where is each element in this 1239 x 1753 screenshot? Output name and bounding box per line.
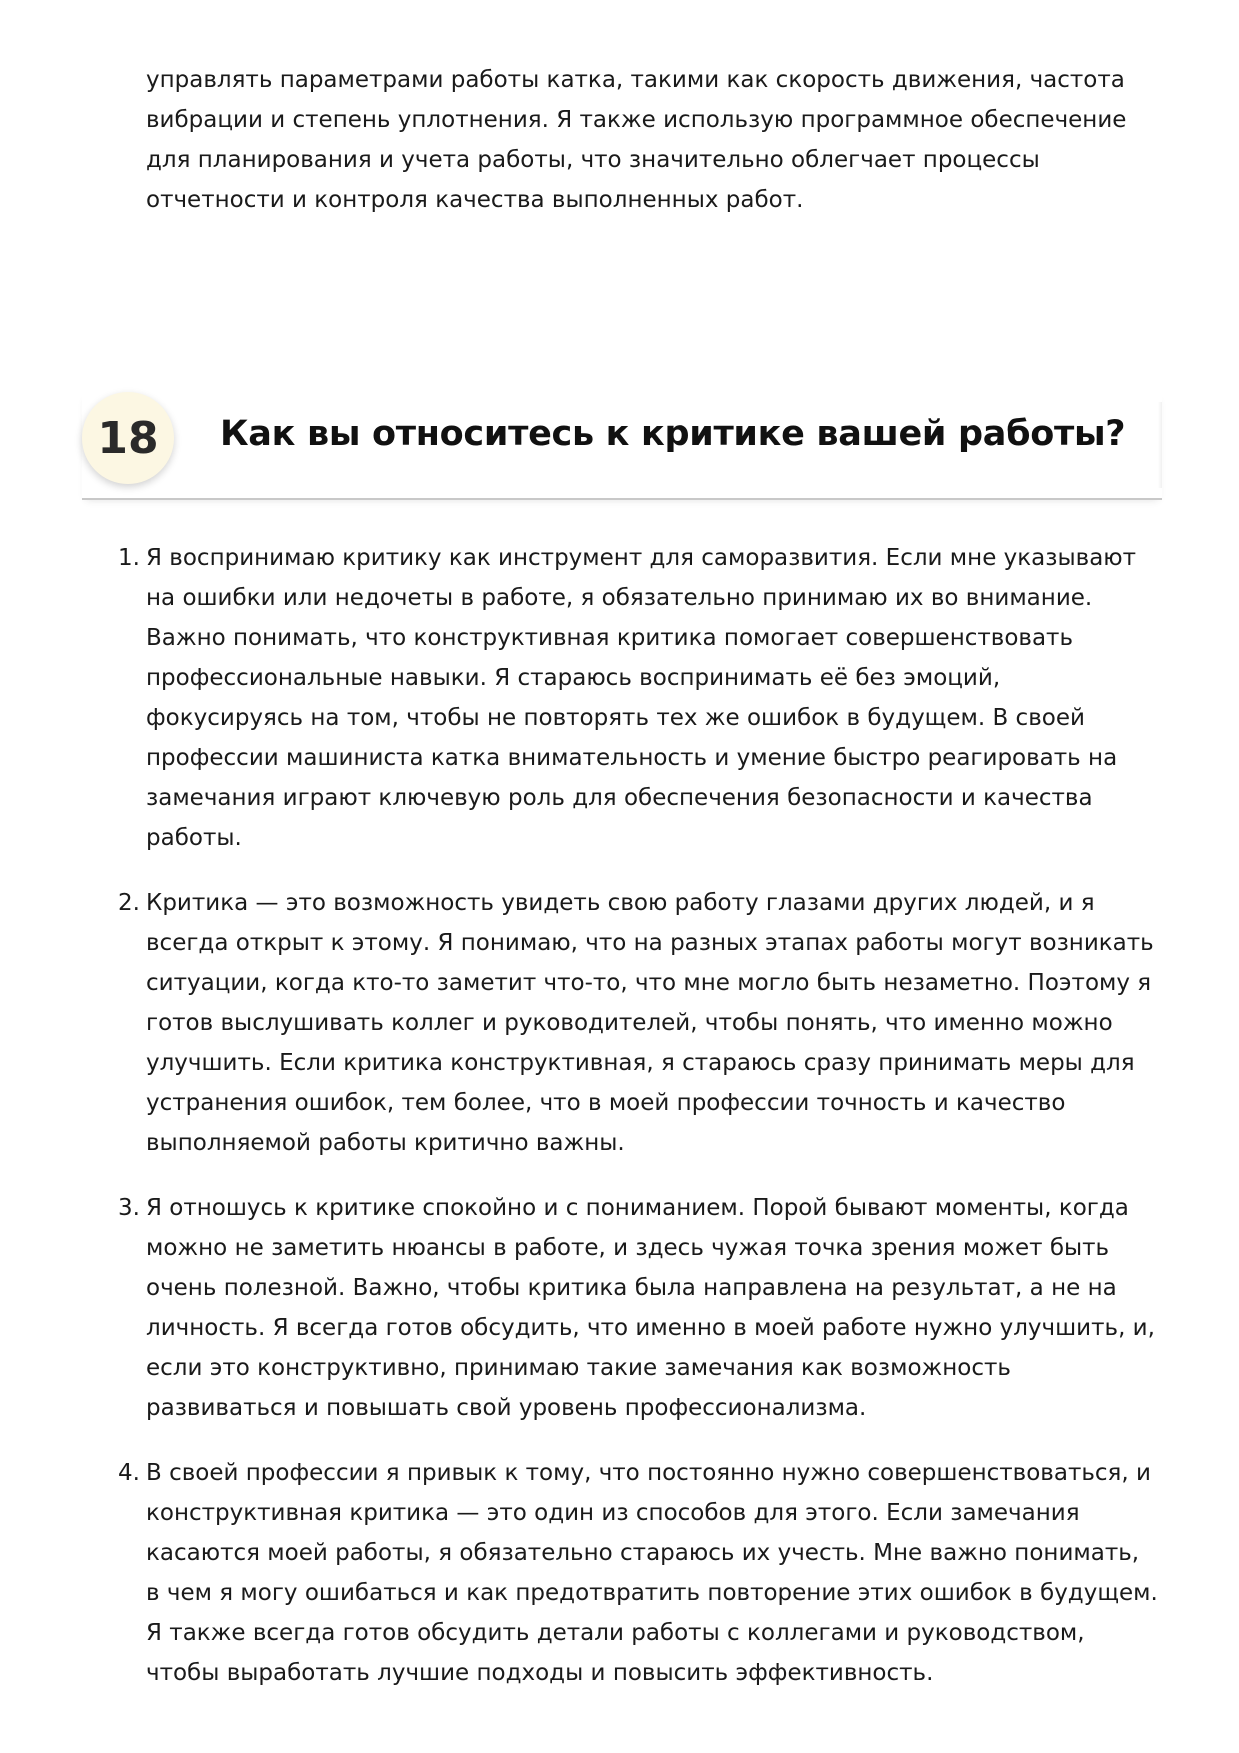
answer-number: 3. — [118, 1195, 140, 1221]
question-header — [82, 392, 1162, 500]
answer-text: Я воспринимаю критику как инструмент для саморазвития. Если мне указывают на ошибки или недочеты в работе, я обязательно принимаю их во внимание. Важно понимать, что конструктивная критика помогает совершенствовать профессиональные навыки. Я стараюсь воспринимать её без эмоций, фокусируясь на том, чтобы не повторять тех же ошибок в будущем. В своей профессии машиниста катка внимательность и умение быстро реагировать на замечания играют ключевую роль для обеспечения безопасности и качества работы. — [146, 545, 1137, 851]
answer-item — [118, 1188, 1158, 1428]
answer-number: 2. — [118, 890, 140, 916]
answer-number: 1. — [118, 545, 140, 571]
answer-text: Критика — это возможность увидеть свою работу глазами других людей, и я всегда открыт к этому. Я понимаю, что на разных этапах работы могут возникать ситуации, когда кто-то заметит что-то, что мне могло быть незаметно. Поэтому я готов выслушивать коллег и руководителей, чтобы понять, что именно можно улучшить. Если критика конструктивная, я стараюсь сразу принимать меры для устранения ошибок, тем более, что в моей профессии точность и качество выполняемой работы критично важны. — [146, 890, 1154, 1156]
answer-text: Я отношусь к критике спокойно и с пониманием. Порой бывают моменты, когда можно не заметить нюансы в работе, и здесь чужая точка зрения может быть очень полезной. Важно, чтобы критика была направлена на результат, а не на личность. Я всегда готов обсудить, что именно в моей работе нужно улучшить, и, если это конструктивно, принимаю такие замечания как возможность развиваться и повышать свой уровень профессионализма. — [146, 1195, 1155, 1421]
answer-item — [118, 1453, 1158, 1693]
question-title: Как вы относитесь к критике вашей работы? — [220, 414, 1126, 454]
answer-text: В своей профессии я привык к тому, что постоянно нужно совершенствоваться, и конструктивная критика — это один из способов для этого. Если замечания касаются моей работы, я обязательно стараюсь их учесть. Мне важно понимать, в чем я могу ошибаться и как предотвратить повторение этих ошибок в будущем. Я также всегда готов обсудить детали работы с коллегами и руководством, чтобы выработать лучшие подходы и повысить эффективность. — [146, 1460, 1158, 1686]
answer-number: 4. — [118, 1460, 140, 1486]
question-number-badge: 18 — [82, 392, 174, 484]
answer-item — [118, 538, 1158, 858]
answer-list — [118, 538, 1158, 1718]
answer-item — [118, 883, 1158, 1163]
intro-paragraph: управлять параметрами работы катка, такими как скорость движения, частота вибрации и степень уплотнения. Я также использую программное обеспечение для планирования и учета работы, что значительно облегчает процессы отчетности и контроля качества выполненных работ. — [146, 67, 1127, 213]
